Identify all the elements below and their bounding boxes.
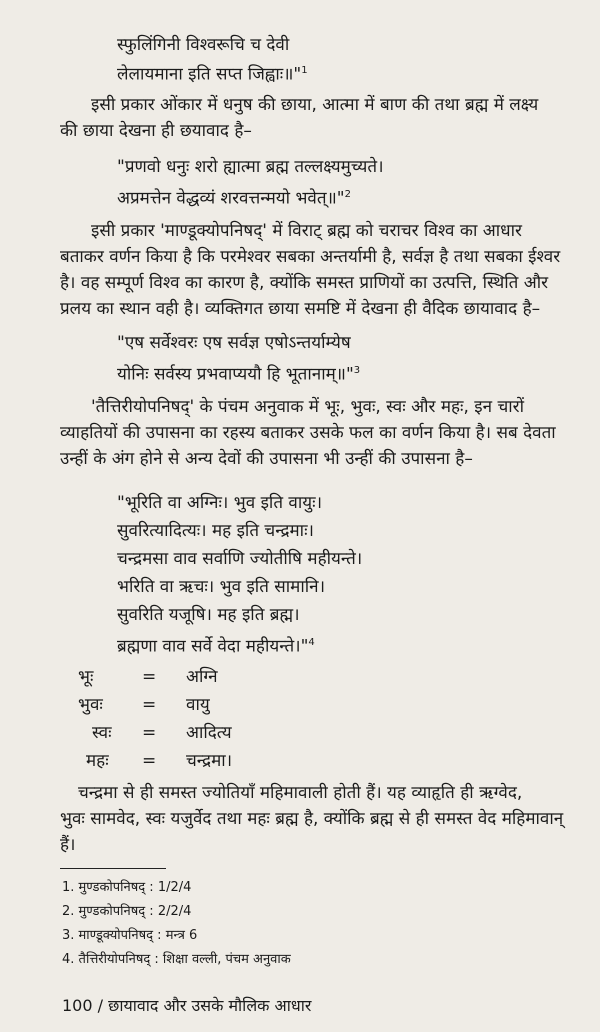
- equation-sign: =: [142, 667, 157, 687]
- verse2-line1: "प्रणवो धनुः शरो ह्यात्मा ब्रह्म तल्लक्ष्यमुच्यते।: [117, 157, 384, 177]
- para4-line1: चन्द्रमा से ही समस्त ज्योतियाँ महिमावाली होती हैं। यह व्याहृति ही ऋग्वेद,: [78, 783, 523, 803]
- footnote-4: 4. तैत्तिरीयोपनिषद् : शिक्षा वल्ली, पंचम अनुवाक: [62, 952, 291, 967]
- verse2-line2: अप्रमत्तेन वेद्धव्यं शरवत्तन्मयो भवेत्॥"$^2$: [117, 188, 351, 209]
- equation-rhs: अग्नि: [186, 667, 218, 687]
- page-footer: 100 / छायावाद और उसके मौलिक आधार: [62, 996, 312, 1015]
- para2-line2: बताकर वर्णन किया है कि परमेश्वर सबका अन्तर्यामी है, सर्वज्ञ है तथा सबका ईश्वर: [60, 247, 561, 267]
- verse4-line5: सुवरिति यजूषि। मह इति ब्रह्म।: [117, 605, 300, 625]
- footnote-ref-2: 2: [344, 189, 351, 200]
- para1-line2: की छाया देखना ही छयावाद है–: [60, 121, 252, 141]
- para2-line1: इसी प्रकार 'माण्डूक्योपनिषद्' में विराट् ब्रह्म को चराचर विश्व का आधार: [91, 221, 522, 241]
- verse-top-line2: लेलायमाना इति सप्त जिह्वाः॥"$^1$: [117, 64, 308, 85]
- equation-lhs: स्वः: [92, 723, 112, 743]
- para3-line3: उन्हीं के अंग होने से अन्य देवों की उपासना भी उन्हीं की उपासना है–: [60, 449, 473, 469]
- equation-sign: =: [142, 723, 157, 743]
- verse3-line1: "एष सर्वेश्वरः एष सर्वज्ञ एषोऽन्तर्याम्येष: [117, 333, 351, 353]
- verse4-line4: भरिति वा ऋचः। भुव इति सामानि।: [117, 577, 326, 597]
- para1-line1: इसी प्रकार ओंकार में धनुष की छाया, आत्मा में बाण की तथा ब्रह्म में लक्ष्य: [91, 95, 539, 115]
- verse4-line2: सुवरित्यादित्यः। मह इति चन्द्रमाः।: [117, 521, 314, 541]
- equation-sign: =: [142, 695, 157, 715]
- footnote-1: 1. मुण्डकोपनिषद् : 1/2/4: [62, 880, 192, 895]
- equation-lhs: भुवः: [78, 695, 103, 715]
- footnote-ref-1: 1: [301, 65, 308, 76]
- equation-sign: =: [142, 751, 157, 771]
- footnote-ref-3: 3: [353, 365, 361, 376]
- footnote-3: 3. माण्डूक्योपनिषद् : मन्त्र 6: [62, 928, 198, 943]
- verse3-line2: योनिः सर्वस्य प्रभवाप्ययौ हि भूतानाम्॥"$^3$: [117, 364, 361, 385]
- equation-lhs: महः: [86, 751, 109, 771]
- equation-rhs: आदित्य: [186, 723, 232, 743]
- equation-rhs: वायु: [186, 695, 210, 715]
- verse4-line6: ब्रह्मणा वाव सर्वे वेदा महीयन्ते।"$^4$: [117, 636, 315, 657]
- verse4-line1: "भूरिति वा अग्निः। भुव इति वायुः।: [117, 493, 323, 513]
- para4-line3: हैं।: [60, 835, 76, 855]
- para3-line1: 'तैत्तिरीयोपनिषद्' के पंचम अनुवाक में भूः, भुवः, स्वः और महः, इन चारों: [91, 397, 525, 417]
- footnote-ref-4: 4: [308, 637, 315, 648]
- para2-line4: प्रलय का स्थान वही है। व्यक्तिगत छाया समष्टि में देखना ही वैदिक छायावाद है–: [60, 299, 541, 319]
- para4-line2: भुवः सामवेद, स्वः यजुर्वेद तथा महः ब्रह्म है, क्योंकि ब्रह्म से ही समस्त वेद महिमावान्: [60, 809, 564, 829]
- verse-top-line1: स्फुलिंगिनी विश्वरूचि च देवी: [117, 35, 290, 55]
- para2-line3: है। वह सम्पूर्ण विश्व का कारण है, क्योंकि समस्त प्राणियों का उत्पत्ति, स्थिति और: [60, 273, 549, 293]
- para3-line2: व्याहतियों की उपासना का रहस्य बताकर उसके फल का वर्णन किया है। सब देवता: [60, 423, 556, 443]
- footnote-2: 2. मुण्डकोपनिषद् : 2/2/4: [62, 904, 192, 919]
- verse4-line3: चन्द्रमसा वाव सर्वाणि ज्योतीषि महीयन्ते।: [117, 549, 363, 569]
- equation-rhs: चन्द्रमा।: [186, 751, 233, 771]
- equation-lhs: भूः: [78, 667, 94, 687]
- footnote-divider: [60, 868, 166, 869]
